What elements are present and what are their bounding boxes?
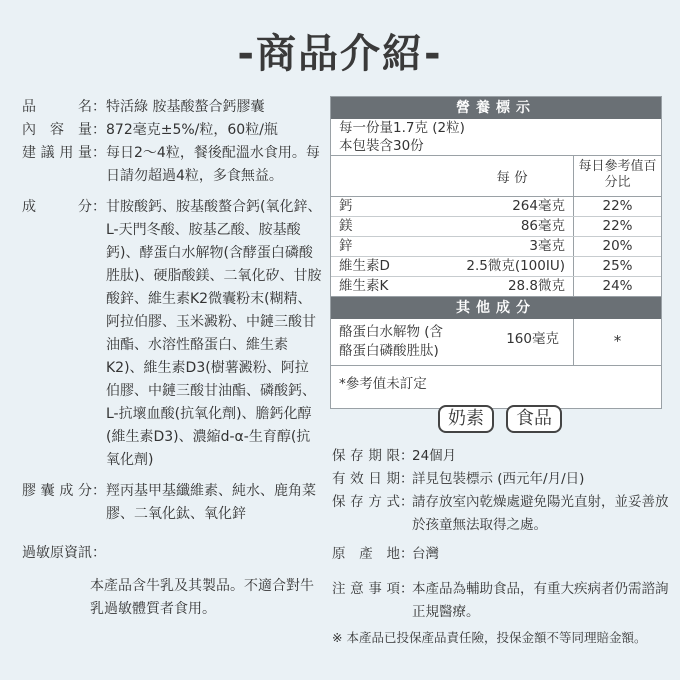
nutrient-name: 維生素K: [339, 278, 389, 294]
expiry-row: 有效日期 ： 詳見包裝標示 (西元年/月/日): [332, 468, 672, 491]
nutrient-row: [331, 277, 661, 297]
daily-value-header: 每日參考值百分比: [573, 156, 661, 196]
badges: [438, 405, 562, 433]
nutrient-name: 鈣: [339, 198, 353, 214]
nutrient-amount: 28.8微克: [507, 278, 565, 294]
other-ingredients-title: 其他成分: [331, 297, 661, 319]
notice-label: 注意事項: [332, 581, 400, 597]
ingredients-row: 成分 ： 甘胺酸鈣、胺基酸螯合鈣(氧化鋅、L-天門冬酸、胺基乙酸、胺基酸鈣)、酵蛋白水解物(含酵蛋白磷酸胜肽)、硬脂酸鎂、二氧化矽、甘胺酸鋅、維生素K2微囊粉末(糊精、阿拉伯膠、玉米澱粉、中鏈三酸甘油酯、水溶性酪蛋白、維生素K2)、維生素D3(樹薯澱粉、阿拉伯膠、中鏈三酸甘油酯、磷酸鈣、L-抗壞血酸(抗氧化劑)、膽鈣化醇(維生素D3)、濃縮d-α-生育醇(抗氧化劑): [22, 196, 322, 472]
usage-label: 建議用量: [22, 145, 92, 161]
per-serving-header: 每 份: [496, 170, 528, 186]
expiry-label: 有效日期: [332, 471, 400, 487]
ingredients-label: 成分: [22, 199, 92, 215]
serving-size: 每一份量1.7克 (2粒): [339, 120, 465, 136]
nutrient-dv: 25%: [573, 257, 661, 276]
capacity-label: 內容量: [22, 122, 92, 138]
nutrient-row: [331, 217, 661, 237]
nutrient-name: 鋅: [339, 238, 353, 254]
nutrient-amount: 2.5微克(100IU): [466, 258, 565, 274]
nutrient-dv: 20%: [573, 237, 661, 256]
shelf-label: 保存期限: [332, 448, 400, 464]
nutrition-header: [331, 156, 661, 197]
capsule-row: 膠囊成分 ： 羥丙基甲基纖維素、純水、鹿角菜膠、二氧化鈦、氧化鋅: [22, 480, 322, 526]
other-ingredient-name: 酪蛋白水解物 (含酪蛋白磷酸胜肽): [339, 324, 444, 359]
nutrient-dv: 24%: [573, 277, 661, 296]
nutrient-amount: 86毫克: [520, 218, 565, 234]
nutrient-row: [331, 237, 661, 257]
name-row: 品名 ： 特活綠 胺基酸螯合鈣膠囊: [22, 96, 322, 119]
storage-info: [332, 445, 672, 649]
storage-value: 請存放室內乾燥處避免陽光直射，並妥善放於孩童無法取得之處。: [412, 494, 669, 533]
nutrition-title: 營養標示: [331, 97, 661, 119]
capsule-label: 膠囊成分: [22, 483, 92, 499]
nutrient-name: 鎂: [339, 218, 353, 234]
page-title: -商品介紹-: [237, 31, 443, 77]
nutrient-name: 維生素D: [339, 258, 390, 274]
other-ingredient-dv: *: [573, 319, 661, 365]
product-info: [22, 96, 322, 621]
usage-row: 建議用量 ： 每日2～4粒，餐後配溫水食用。每日請勿超過4粒，多食無益。: [22, 142, 322, 188]
capacity-value: 872毫克±5%/粒，60粒/瓶: [106, 122, 278, 138]
insurance-footnote: ※ 本產品已投保產品責任險，投保金額不等同理賠金額。: [332, 630, 647, 645]
shelf-row: 保存期限 ： 24個月: [332, 445, 672, 468]
storage-row: 保存方式 ： 請存放室內乾燥處避免陽光直射，並妥善放於孩童無法取得之處。: [332, 491, 672, 537]
capsule-value: 羥丙基甲基纖維素、純水、鹿角菜膠、二氧化鈦、氧化鋅: [106, 483, 316, 522]
nutrient-dv: 22%: [573, 217, 661, 236]
expiry-value: 詳見包裝標示 (西元年/月/日): [412, 471, 585, 487]
reference-note: *參考值未訂定: [339, 376, 427, 392]
badge-vegetarian: 奶素: [438, 405, 494, 433]
notice-value: 本產品為輔助食品，有重大疾病者仍需諮詢正規醫療。: [412, 581, 669, 620]
servings-per-pack: 本包裝含30份: [339, 138, 424, 154]
nutrient-row: [331, 257, 661, 277]
shelf-value: 24個月: [412, 448, 457, 464]
nutrient-amount: 3毫克: [529, 238, 565, 254]
origin-row: 原產地 ： 台灣: [332, 543, 672, 566]
nutrient-amount: 264毫克: [512, 198, 565, 214]
storage-label: 保存方式: [332, 494, 400, 510]
origin-label: 原產地: [332, 546, 400, 562]
capacity-row: 內容量 ： 872毫克±5%/粒，60粒/瓶: [22, 119, 322, 142]
badge-food: 食品: [506, 405, 562, 433]
nutrient-dv: 22%: [573, 197, 661, 216]
usage-value: 每日2～4粒，餐後配溫水食用。每日請勿超過4粒，多食無益。: [106, 145, 320, 184]
allergy-label: 過敏原資訊：: [22, 545, 106, 561]
other-ingredient-amount: 160毫克: [506, 331, 559, 347]
ingredients-value: 甘胺酸鈣、胺基酸螯合鈣(氧化鋅、L-天門冬酸、胺基乙酸、胺基酸鈣)、酵蛋白水解物(含酵蛋白磷酸胜肽)、硬脂酸鎂、二氧化矽、甘胺酸鋅、維生素K2微囊粉末(糊精、阿拉伯膠、玉米澱粉、中鏈三酸甘油酯、水溶性酪蛋白、維生素K2)、維生素D3(樹薯澱粉、阿拉伯膠、中鏈三酸甘油酯、磷酸鈣、L-抗壞血酸(抗氧化劑)、膽鈣化醇(維生素D3)、濃縮d-α-生育醇(抗氧化劑): [106, 199, 322, 468]
allergy-text: 本產品含牛乳及其製品。不適合對牛乳過敏體質者食用。: [90, 578, 314, 617]
nutrient-row: [331, 197, 661, 217]
name-label: 品名: [22, 99, 92, 115]
serving-info: [331, 119, 661, 156]
notice-row: 注意事項 ： 本產品為輔助食品，有重大疾病者仍需諮詢正規醫療。: [332, 578, 672, 624]
origin-value: 台灣: [412, 546, 439, 562]
nutrition-table: [330, 96, 662, 409]
other-ingredient-row: [331, 319, 661, 366]
product-name: 特活綠 胺基酸螯合鈣膠囊: [106, 99, 265, 115]
